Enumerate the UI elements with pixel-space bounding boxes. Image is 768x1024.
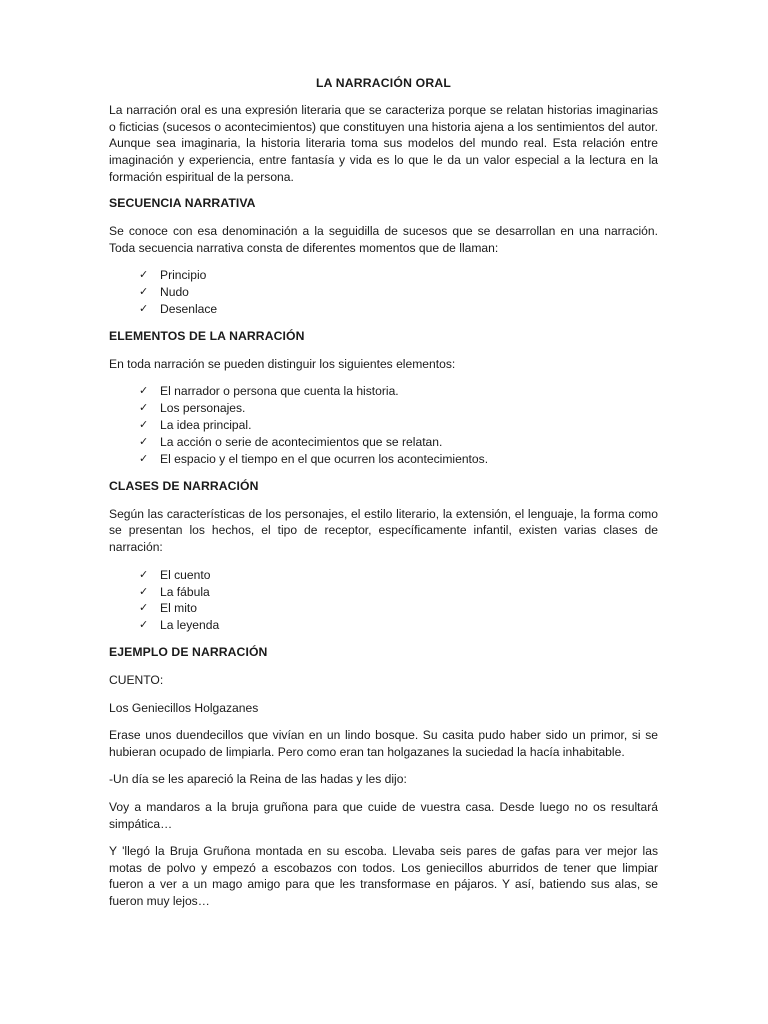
section-paragraph-clases-narracion: Según las características de los personajes, el estilo literario, la extensión, el lenguaje, la forma como se presentan los hechos, el tipo de receptor, específicamente infantil, existen varias clases de narración: (109, 506, 658, 555)
list-item (109, 267, 658, 284)
check-icon: ✓ (139, 269, 149, 282)
list-item-label: Los personajes. (160, 401, 246, 416)
check-icon: ✓ (139, 568, 149, 581)
list-item-label: La idea principal. (160, 418, 252, 433)
list-item-label: La leyenda (160, 618, 220, 633)
example-story-title: Los Geniecillos Holgazanes (109, 700, 259, 715)
list-item-label: El espacio y el tiempo en el que ocurren los acontecimientos. (160, 452, 489, 467)
list-item-label: Principio (160, 268, 207, 283)
list-item-label: El cuento (160, 567, 211, 582)
list-item (109, 617, 658, 634)
list-item (109, 400, 658, 417)
section-paragraph-secuencia-narrativa: Se conoce con esa denominación a la seguidilla de sucesos que se desarrollan en una narración. Toda secuencia narrativa consta de diferentes momentos que de llaman: (109, 224, 658, 255)
list-item (109, 600, 658, 617)
example-paragraph-3: Voy a mandaros a la bruja gruñona para que cuide de vuestra casa. Desde luego no os resultará simpática… (109, 800, 658, 831)
example-label: CUENTO: (109, 673, 164, 688)
list-item-label: Desenlace (160, 302, 218, 317)
list-clases-narracion (109, 567, 658, 635)
check-icon: ✓ (139, 419, 149, 432)
list-secuencia-narrativa (109, 267, 658, 318)
example-paragraph-2: -Un día se les apareció la Reina de las hadas y les dijo: (109, 772, 407, 787)
list-item (109, 451, 658, 468)
check-icon: ✓ (139, 602, 149, 615)
check-icon: ✓ (139, 619, 149, 632)
document-title: LA NARRACIÓN ORAL (316, 76, 451, 90)
section-paragraph-elementos-narracion: En toda narración se pueden distinguir los siguientes elementos: (109, 356, 456, 371)
list-item (109, 584, 658, 601)
intro-paragraph: La narración oral es una expresión literaria que se caracteriza porque se relatan historias imaginarias o ficticias (sucesos o acontecimientos) que constituyen una historia ajena a los sentimientos del autor. Aunque sea imaginaria, la historia literaria toma sus modelos del mundo real. Esta relación entre imaginación y experiencia, entre fantasía y vida es lo que le da un valor especial a la lectura en la formación espiritual de la persona. (109, 103, 658, 184)
check-icon: ✓ (139, 385, 149, 398)
list-item-label: El narrador o persona que cuenta la historia. (160, 384, 399, 399)
example-paragraph-1: Erase unos duendecillos que vivían en un lindo bosque. Su casita pudo haber sido un primor, si se hubieran ocupado de limpiarla. Pero como eran tan holgazanes la suciedad la hacía inhabitable. (109, 728, 658, 759)
list-item (109, 301, 658, 318)
check-icon: ✓ (139, 286, 149, 299)
check-icon: ✓ (139, 585, 149, 598)
check-icon: ✓ (139, 402, 149, 415)
list-item-label: La fábula (160, 584, 210, 599)
check-icon: ✓ (139, 303, 149, 316)
check-icon: ✓ (139, 436, 149, 449)
list-item-label: El mito (160, 601, 197, 616)
list-item-label: Nudo (160, 285, 189, 300)
list-item (109, 284, 658, 301)
section-heading-clases-narracion: CLASES DE NARRACIÓN (109, 478, 259, 493)
list-item-label: La acción o serie de acontecimientos que se relatan. (160, 435, 443, 450)
list-item (109, 417, 658, 434)
check-icon: ✓ (139, 453, 149, 466)
section-heading-ejemplo-narracion: EJEMPLO DE NARRACIÓN (109, 645, 268, 660)
section-heading-elementos-narracion: ELEMENTOS DE LA NARRACIÓN (109, 328, 305, 343)
example-paragraph-4: Y 'llegó la Bruja Gruñona montada en su escoba. Llevaba seis pares de gafas para ver mejor las motas de polvo y empezó a escobazos con todos. Los geniecillos aburridos de tener que limpiar fueron a ver a un mago amigo para que les transformase en pájaros. Y así, batiendo sus alas, se fueron muy lejos… (109, 844, 658, 909)
list-item (109, 567, 658, 584)
section-heading-secuencia-narrativa: SECUENCIA NARRATIVA (109, 196, 256, 211)
list-item (109, 434, 658, 451)
list-elementos-narracion (109, 383, 658, 468)
list-item (109, 383, 658, 400)
